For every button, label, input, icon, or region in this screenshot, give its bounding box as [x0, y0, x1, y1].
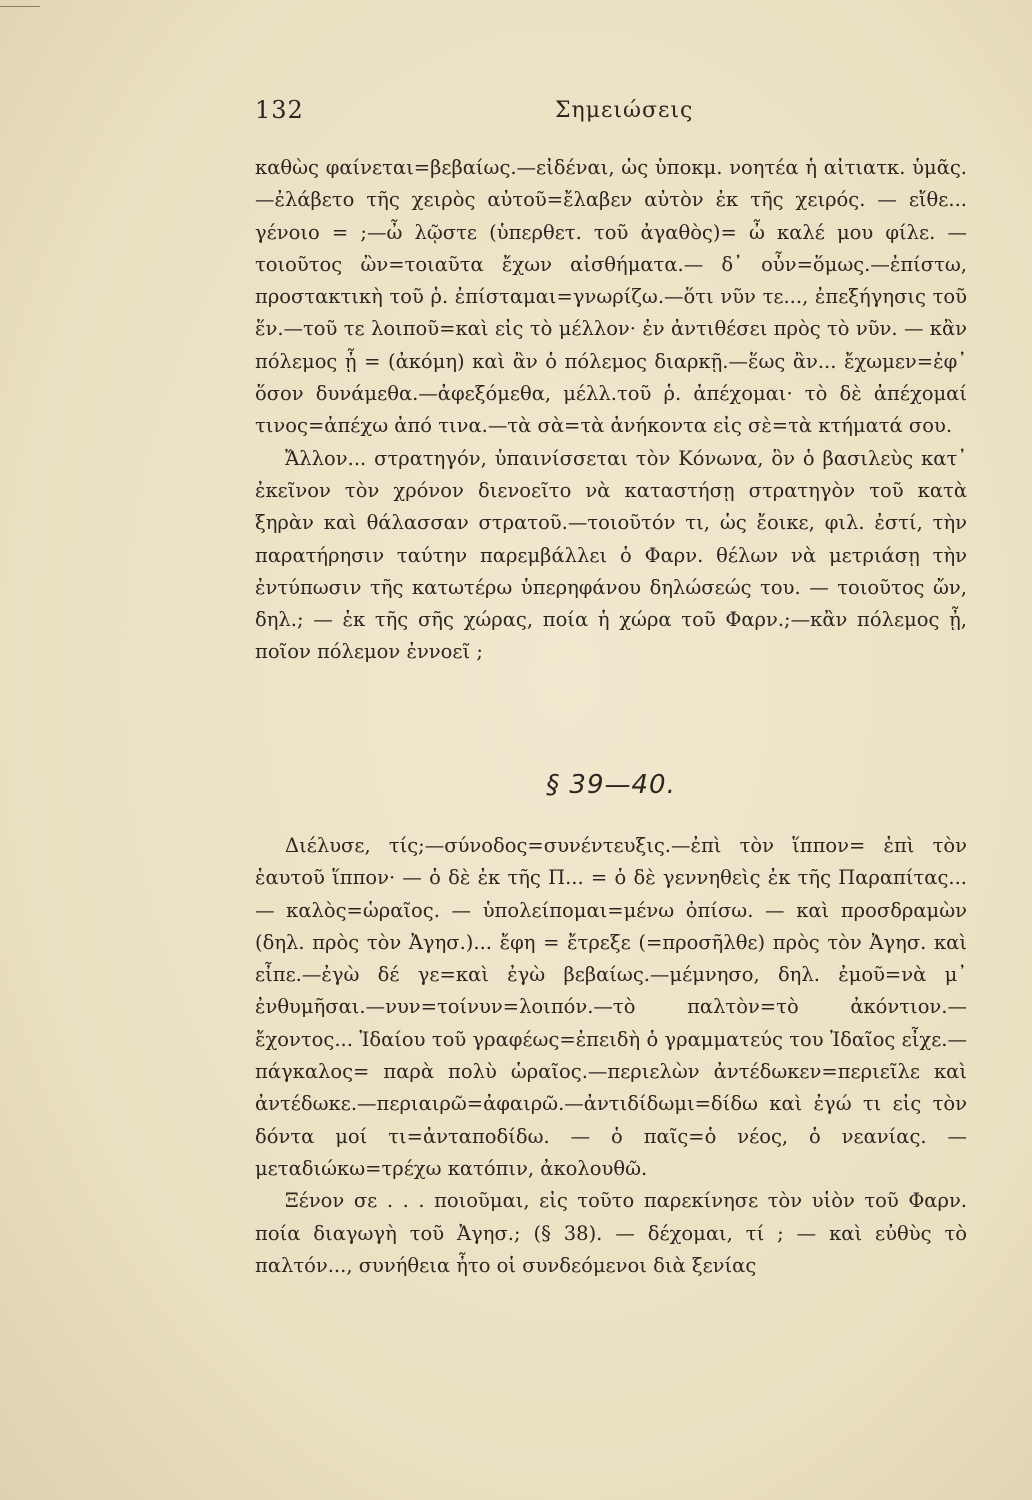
paragraph-3: Διέλυσε, τίς;—σύνοδος=συνέντευξις.—ἐπὶ τὸν ἵππον= ἐπὶ τὸν ἑαυτοῦ ἵππον· — ὁ δὲ ἐκ τῆς Π... = ὁ δὲ γεννηθεὶς ἐκ τῆς Παραπίτας... — καλὸς=ὡραῖος. — ὑπολείπομαι=μένω ὀπίσω. — καὶ προσδραμὼν (δηλ. πρὸς τὸν Ἀγησ.)... ἔφη = ἔτρεξε (=προσῆλθε) πρὸς τὸν Ἀγησ. καὶ εἶπε.—ἐγὼ δέ γε=καὶ ἐγὼ βεβαίως.—μέμνησο, δηλ. ἐμοῦ=νὰ μ᾽ ἐνθυμῆσαι.—νυν=τοίνυν=λοιπόν.—τὸ παλτὸν=τὸ ἀκόντιον.—ἔχοντος... Ἰδαίου τοῦ γραφέως=ἐπειδὴ ὁ γραμματεύς του Ἰδαῖος εἶχε.—πάγκαλος= παρὰ πολὺ ὡραῖος.—περιελὼν ἀντέδωκεν=περιεῖλε καὶ ἀντέδωκε.—περιαιρῶ=ἀφαιρῶ.—ἀντιδίδωμι=δίδω καὶ ἐγώ τι εἰς τὸν δόντα μοί τι=ἀνταποδίδω. — ὁ παῖς=ὁ νέος, ὁ νεανίας. — μεταδιώκω=τρέχω κατόπιν, ἀκολουθῶ.: [255, 834, 967, 1180]
paragraph-1: καθὼς φαίνεται=βεβαίως.—εἰδέναι, ὡς ὑποκμ. νοητέα ἡ αἰτιατκ. ὑμᾶς.—ἐλάβετο τῆς χειρὸς αὐτοῦ=ἔλαβεν αὐτὸν ἐκ τῆς χειρός. — εἴθε... γένοιο = ;—ὦ λῷστε (ὑπερθετ. τοῦ ἀγαθὸς)= ὦ καλέ μου φίλε. — τοιοῦτος ὢν=τοιαῦτα ἔχων αἰσθήματα.— δ᾽ οὖν=ὅμως.—ἐπίστω, προστακτικὴ τοῦ ῥ. ἐπίσταμαι=γνωρίζω.—ὅτι νῦν τε..., ἐπεξήγησις τοῦ ἕν.—τοῦ τε λοιποῦ=καὶ εἰς τὸ μέλλον· ἐν ἀντιθέσει πρὸς τὸ νῦν. — κἂν πόλεμος ᾖ = (ἀκόμη) καὶ ἂν ὁ πόλεμος διαρκῇ.—ἕως ἂν... ἔχωμεν=ἐφ᾽ ὅσον δυνάμεθα.—ἀφεξόμεθα, μέλλ.τοῦ ῥ. ἀπέχομαι· τὸ δὲ ἀπέχομαί τινος=ἀπέχω ἀπό τινα.—τὰ σὰ=τὰ ἀνήκοντα εἰς σὲ=τὰ κτήματά σου.: [255, 156, 967, 438]
page-number: 132: [255, 96, 304, 124]
running-title: Σημειώσεις: [555, 98, 694, 123]
page-header: [255, 96, 694, 136]
notes-text-upper: [255, 152, 967, 669]
top-edge-rule: [0, 6, 40, 7]
paragraph-2: Ἄλλον... στρατηγόν, ὑπαινίσσεται τὸν Κόνωνα, ὃν ὁ βασιλεὺς κατ᾽ ἐκεῖνον τὸν χρόνον διενοεῖτο νὰ καταστήσῃ στρατηγὸν τοῦ κατὰ ξηρὰν καὶ θάλασσαν στρατοῦ.—τοιοῦτόν τι, ὡς ἔοικε, φιλ. ἐστί, τὴν παρατήρησιν ταύτην παρεμβάλλει ὁ Φαρν. θέλων νὰ μετριάσῃ τὴν ἐντύπωσιν τῆς κατωτέρω ὑπερηφάνου δηλώσεώς του. — τοιοῦτος ὤν, δηλ.; — ἐκ τῆς σῆς χώρας, ποία ἡ χώρα τοῦ Φαρν.;—κἂν πόλεμος ᾖ, ποῖον πόλεμον ἐννοεῖ ;: [255, 446, 967, 664]
section-heading: § 39—40.: [546, 770, 676, 800]
notes-text-lower: [255, 830, 967, 1282]
paragraph-4: Ξένον σε . . . ποιοῦμαι, εἰς τοῦτο παρεκίνησε τὸν υἱὸν τοῦ Φαρν. ποία διαγωγὴ τοῦ Ἀγησ.; (§ 38). — δέχομαι, τί ; — καὶ εὐθὺς τὸ παλτόν..., συνήθεια ἦτο οἱ συνδεόμενοι διὰ ξενίας: [255, 1189, 967, 1277]
